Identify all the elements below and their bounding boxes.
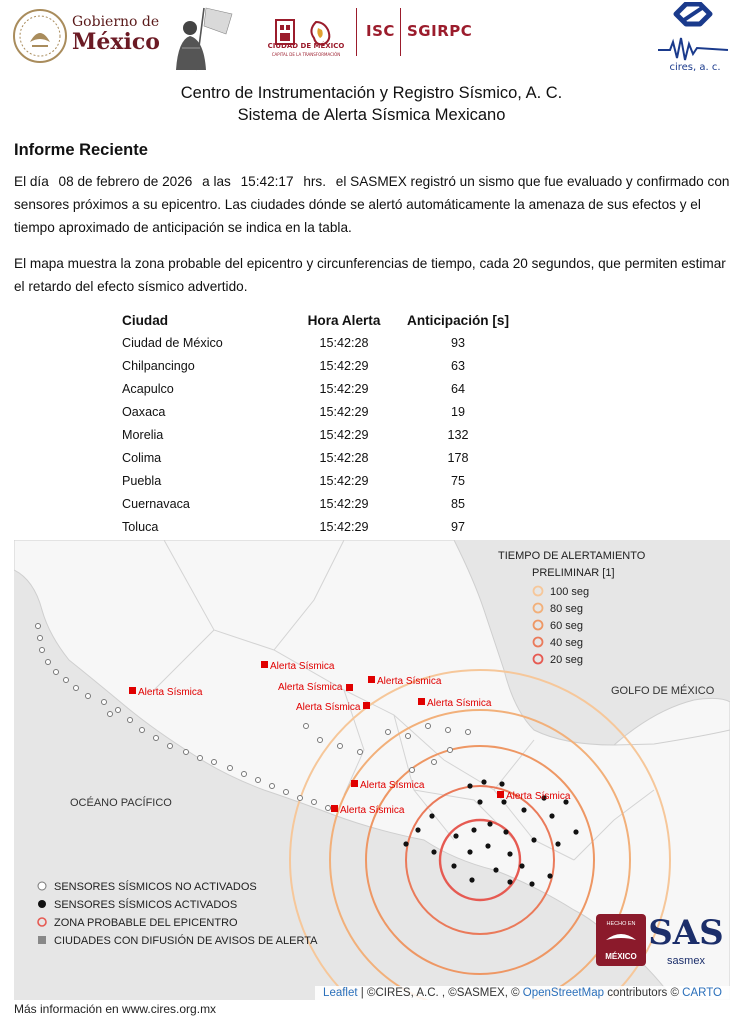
table-row [122, 377, 522, 400]
cell-time: 15:42:28 [319, 450, 369, 465]
flag-woman-icon [166, 4, 236, 72]
sensor-active [487, 821, 492, 826]
table-header-row [122, 309, 522, 331]
table-row [122, 492, 522, 515]
legend-inactive-label: SENSORES SÍSMICOS NO ACTIVADOS [54, 881, 257, 893]
city-marker[interactable] [351, 780, 358, 787]
sensor-inactive [304, 724, 309, 729]
sensor-inactive [466, 730, 471, 735]
cdmx-name: CIUDAD DE MÉXICO [267, 42, 345, 50]
sensor-inactive [298, 796, 303, 801]
intro-rest: el SASMEX registró un sismo que fue evaluado y confirmado con sensores próximos a su epicentro. Las ciudades dónde se alertó automáticamente la amenaza de sus efectos y el tiempo aproximado de anticipación se indica en la tabla. [14, 174, 730, 235]
city-alert-label: Alerta Sísmica [138, 687, 203, 698]
cell-time: 15:42:29 [319, 496, 369, 511]
cell-time: 15:42:29 [319, 473, 369, 488]
sas-logo: SAS [648, 913, 724, 953]
report-heading: Informe Reciente [14, 141, 148, 159]
isc-label: ISC [366, 22, 395, 40]
intro-start: El día [14, 174, 49, 189]
city-marker[interactable] [261, 661, 268, 668]
timing-label-20: 20 seg [550, 654, 584, 666]
gobierno-label: Gobierno de [72, 14, 160, 30]
sensor-active [453, 833, 458, 838]
sensor-inactive [386, 730, 391, 735]
sensor-inactive [406, 734, 411, 739]
sensor-active [549, 813, 554, 818]
cell-time: 15:42:29 [319, 381, 369, 396]
attribution-credits: ©CIRES, A.C. , ©SASMEX, © [366, 987, 520, 999]
cdmx-logo-icon [258, 6, 358, 66]
cell-city: Colima [122, 450, 162, 465]
cell-seconds: 97 [450, 519, 465, 534]
city-alert-label: Alerta Sísmica [377, 676, 442, 687]
sensor-inactive [184, 750, 189, 755]
sensor-active [451, 863, 456, 868]
city-alert-label: Alerta Sísmica [278, 682, 343, 693]
city-alert-label: Alerta Sísmica [427, 698, 492, 709]
sensor-active [493, 867, 498, 872]
sensor-active [521, 807, 526, 812]
cell-time: 15:42:29 [319, 427, 369, 442]
sensor-inactive [448, 748, 453, 753]
logo-divider [400, 8, 401, 56]
timing-label-80: 80 seg [550, 603, 584, 615]
cell-time: 15:42:29 [319, 358, 369, 373]
sensor-active [485, 843, 490, 848]
sensor-inactive [54, 670, 59, 675]
logo-divider [356, 8, 357, 56]
carto-link[interactable]: CARTO [682, 987, 722, 999]
sensor-inactive [270, 784, 275, 789]
alert-table [122, 309, 522, 538]
hrs-word: hrs. [303, 174, 326, 189]
sensor-active [469, 877, 474, 882]
cell-time: 15:42:29 [319, 519, 369, 534]
sensor-inactive [446, 728, 451, 733]
cell-seconds: 63 [450, 358, 465, 373]
sensor-active [531, 837, 536, 842]
cell-seconds: 93 [450, 335, 465, 350]
mexico-label: México [72, 29, 160, 55]
cell-seconds: 19 [450, 404, 465, 419]
sensor-active [555, 841, 560, 846]
map-description: El mapa muestra la zona probable del epicentro y circunferencias de tiempo, cada 20 segundos, que permiten estimar el retardo del efecto sísmico advertido. [14, 256, 726, 294]
cell-city: Chilpancingo [122, 358, 195, 373]
footer-more-info: Más información en www.cires.org.mx [14, 1002, 217, 1016]
sensor-active [403, 841, 408, 846]
sensor-inactive [198, 756, 203, 761]
cell-seconds: 85 [450, 496, 465, 511]
sensor-inactive [108, 712, 113, 717]
sensor-inactive [318, 738, 323, 743]
legend-city-label: CIUDADES CON DIFUSIÓN DE AVISOS DE ALERTA [54, 935, 318, 947]
cdmx-tagline: CAPITAL DE LA TRANSFORMACIÓN [271, 52, 341, 57]
legend-active-label: SENSORES SÍSMICOS ACTIVADOS [54, 899, 238, 911]
logo-bar [0, 0, 743, 80]
sensor-inactive [242, 772, 247, 777]
legend-city-swatch [38, 936, 46, 944]
sensor-inactive [154, 736, 159, 741]
sensor-active [467, 849, 472, 854]
sensor-active [429, 813, 434, 818]
sensor-active [503, 829, 508, 834]
sensor-inactive [228, 766, 233, 771]
table-row [122, 446, 522, 469]
page-subtitle: Sistema de Alerta Sísmica Mexicano [237, 106, 506, 124]
cires-label: cires, a. c. [669, 62, 721, 73]
sensor-inactive [358, 750, 363, 755]
sensor-active [529, 881, 534, 886]
sensor-active [471, 827, 476, 832]
table-row [122, 354, 522, 377]
cell-seconds: 178 [447, 450, 469, 465]
sensor-active [507, 879, 512, 884]
sensor-active [507, 851, 512, 856]
sensor-inactive [326, 806, 331, 811]
ocean-label: OCÉANO PACÍFICO [70, 797, 172, 809]
gulf-label: GOLFO DE MÉXICO [611, 685, 715, 697]
sensor-inactive [168, 744, 173, 749]
at-word: a las [202, 174, 231, 189]
cell-city: Puebla [122, 473, 162, 488]
page-title: Centro de Instrumentación y Registro Sísmico, A. C. [180, 84, 563, 102]
sensor-active [573, 829, 578, 834]
cell-city: Toluca [122, 519, 159, 534]
cell-city: Acapulco [122, 381, 174, 396]
report-intro [14, 170, 730, 239]
timing-label-40: 40 seg [550, 637, 584, 649]
attribution-separator: | [360, 987, 364, 999]
hecho-en-mexico-badge [596, 914, 646, 966]
cell-seconds: 75 [450, 473, 465, 488]
sensor-inactive [410, 768, 415, 773]
alert-map[interactable] [14, 540, 730, 1000]
sasmex-label: sasmex [667, 955, 705, 967]
city-marker[interactable] [368, 676, 375, 683]
report-date: 08 de febrero de 2026 [58, 174, 193, 189]
cell-city: Ciudad de México [122, 335, 223, 350]
sensor-active [467, 783, 472, 788]
header-city: Ciudad [122, 312, 169, 328]
report-time: 15:42:17 [240, 174, 294, 189]
cell-time: 15:42:29 [319, 404, 369, 419]
header-alert-time: Hora Alerta [307, 312, 381, 328]
sensor-inactive [46, 660, 51, 665]
map-canvas[interactable] [14, 540, 730, 1000]
cell-city: Cuernavaca [122, 496, 190, 511]
table-row [122, 469, 522, 492]
cires-logo-icon [656, 2, 730, 66]
cell-city: Morelia [122, 427, 164, 442]
sensor-inactive [128, 718, 133, 723]
timing-title-line2: PRELIMINAR [1] [532, 567, 615, 579]
sensor-inactive [40, 648, 45, 653]
city-marker[interactable] [418, 698, 425, 705]
cell-seconds: 64 [450, 381, 465, 396]
map-attribution [315, 986, 730, 1000]
badge-top-text: HECHO EN [606, 921, 636, 927]
legend-epicenter-label: ZONA PROBABLE DEL EPICENTRO [54, 917, 238, 929]
sensor-inactive [102, 700, 107, 705]
sensor-inactive [338, 744, 343, 749]
header-anticipation: Anticipación [s] [407, 312, 509, 328]
osm-link[interactable]: OpenStreetMap [522, 987, 604, 999]
table-row [122, 515, 522, 538]
timing-label-60: 60 seg [550, 620, 584, 632]
badge-bottom-text: MÉXICO [605, 952, 637, 961]
sensor-inactive [36, 624, 41, 629]
sensor-inactive [284, 790, 289, 795]
sensor-inactive [426, 724, 431, 729]
timing-title-line1: TIEMPO DE ALERTAMIENTO [498, 550, 646, 562]
legend-active-swatch [38, 900, 46, 908]
sensor-inactive [64, 678, 69, 683]
cell-seconds: 132 [447, 427, 469, 442]
city-marker[interactable] [363, 702, 370, 709]
cell-time: 15:42:28 [319, 335, 369, 350]
sensor-active [415, 827, 420, 832]
sensor-inactive [116, 708, 121, 713]
sensor-active [477, 799, 482, 804]
leaflet-link[interactable]: Leaflet [323, 987, 358, 999]
city-alert-label: Alerta Sísmica [506, 791, 571, 802]
sensor-inactive [256, 778, 261, 783]
city-alert-label: Alerta Sísmica [360, 780, 425, 791]
city-marker[interactable] [129, 687, 136, 694]
cell-city: Oaxaca [122, 404, 166, 419]
sensor-active [431, 849, 436, 854]
sensor-inactive [432, 760, 437, 765]
table-row [122, 400, 522, 423]
city-marker[interactable] [497, 791, 504, 798]
city-alert-label: Alerta Sísmica [340, 805, 405, 816]
timing-label-100: 100 seg [550, 586, 590, 598]
city-alert-label: Alerta Sísmica [270, 661, 335, 672]
sensor-active [519, 863, 524, 868]
sensor-inactive [312, 800, 317, 805]
city-alert-label: Alerta Sísmica [296, 702, 361, 713]
sensor-inactive [74, 686, 79, 691]
mexico-seal-icon [12, 8, 68, 64]
city-marker[interactable] [346, 684, 353, 691]
sensor-inactive [140, 728, 145, 733]
legend-inactive-swatch [38, 882, 46, 890]
sensor-inactive [86, 694, 91, 699]
sensor-active [481, 779, 486, 784]
attribution-contributors: contributors © [607, 987, 679, 999]
table-row [122, 331, 522, 354]
city-marker[interactable] [331, 805, 338, 812]
table-row [122, 423, 522, 446]
sgirpc-label: SGIRPC [407, 22, 473, 40]
sensor-inactive [38, 636, 43, 641]
sensor-active [547, 873, 552, 878]
sensor-active [499, 781, 504, 786]
sensor-inactive [212, 760, 217, 765]
